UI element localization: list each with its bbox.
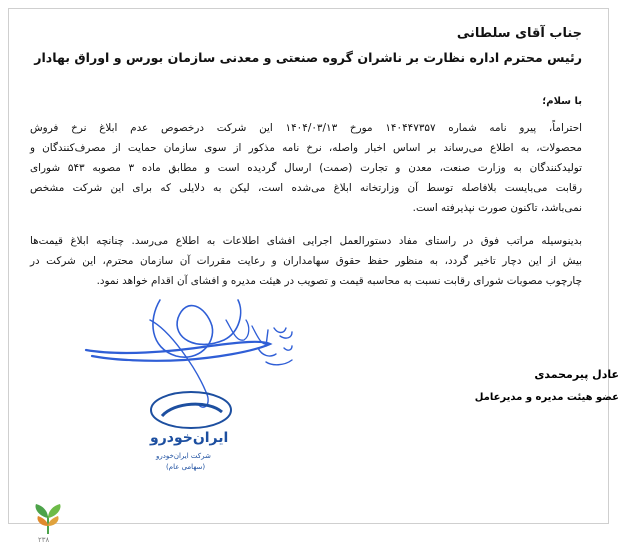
- paragraph1-line: محصولات، به اطلاع می‌رساند بر اساس اخبار واصله، نرخ نامه مذکور از سوی سازمان حمایت از مصرف‌کنندگان و: [30, 142, 582, 154]
- footer-caption: ۲۳۸: [38, 536, 50, 544]
- paragraph2-line: بیش از این دچار تاخیر گردد، به منظور حفظ حقوق سهامداران و رعایت مقررات آن سازمان محترم، این شرکت در: [30, 255, 582, 267]
- paragraph2-line: بدینوسیله مراتب فوق در راستای مفاد دستورالعمل اجرایی افشای اطلاعات به اطلاع می‌رسد. چنانچه ابلاغ قیمت‌ها: [30, 235, 582, 247]
- addressee-title: رئیس محترم اداره نظارت بر ناشران گروه صنعتی و معدنی سازمان بورس و اوراق بهادار: [34, 50, 582, 65]
- paragraph1-line: تولیدکنندگان به وزارت صنعت، معدن و تجارت (صمت) ارسال گردیده است و مطابق ماده ۳ مصوبه ۵۴۳ شورای: [30, 162, 582, 174]
- signer-role: عضو هیئت مدیره و مدیرعامل: [474, 392, 619, 403]
- company-type: (سهامی عام): [166, 463, 206, 471]
- company-name: شرکت ایران‌خودرو: [156, 452, 211, 460]
- paragraph1-line: نمی‌باشد، تاکنون صورت نپذیرفته است.: [412, 202, 582, 214]
- company-logo-text: ایران‌خودرو: [150, 430, 229, 446]
- greeting: با سلام؛: [542, 96, 582, 107]
- paragraph1-line: احتراماً، پیرو نامه شماره ۱۴۰۴۴۷۳۵۷ مورخ ۱۴۰۴/۰۳/۱۳ این شرکت درخصوص عدم ابلاغ نرخ فروش: [30, 122, 583, 134]
- paragraph1-line: رقابت می‌بایست بلافاصله توسط آن وزارتخانه ابلاغ می‌شده است، لیکن به دلایلی که برای این شرکت مشخص: [30, 182, 582, 194]
- paragraph2-line: چارچوب مصوبات شورای رقابت نسبت به محاسبه قیمت و تصویب در هیئت مدیره و افشای آن اقدام خواهد نمود.: [96, 275, 582, 287]
- signer-name: عادل پیرمحمدی: [534, 368, 619, 381]
- addressee: جناب آقای سلطانی: [456, 26, 582, 41]
- plant-sprout-icon: [28, 500, 68, 538]
